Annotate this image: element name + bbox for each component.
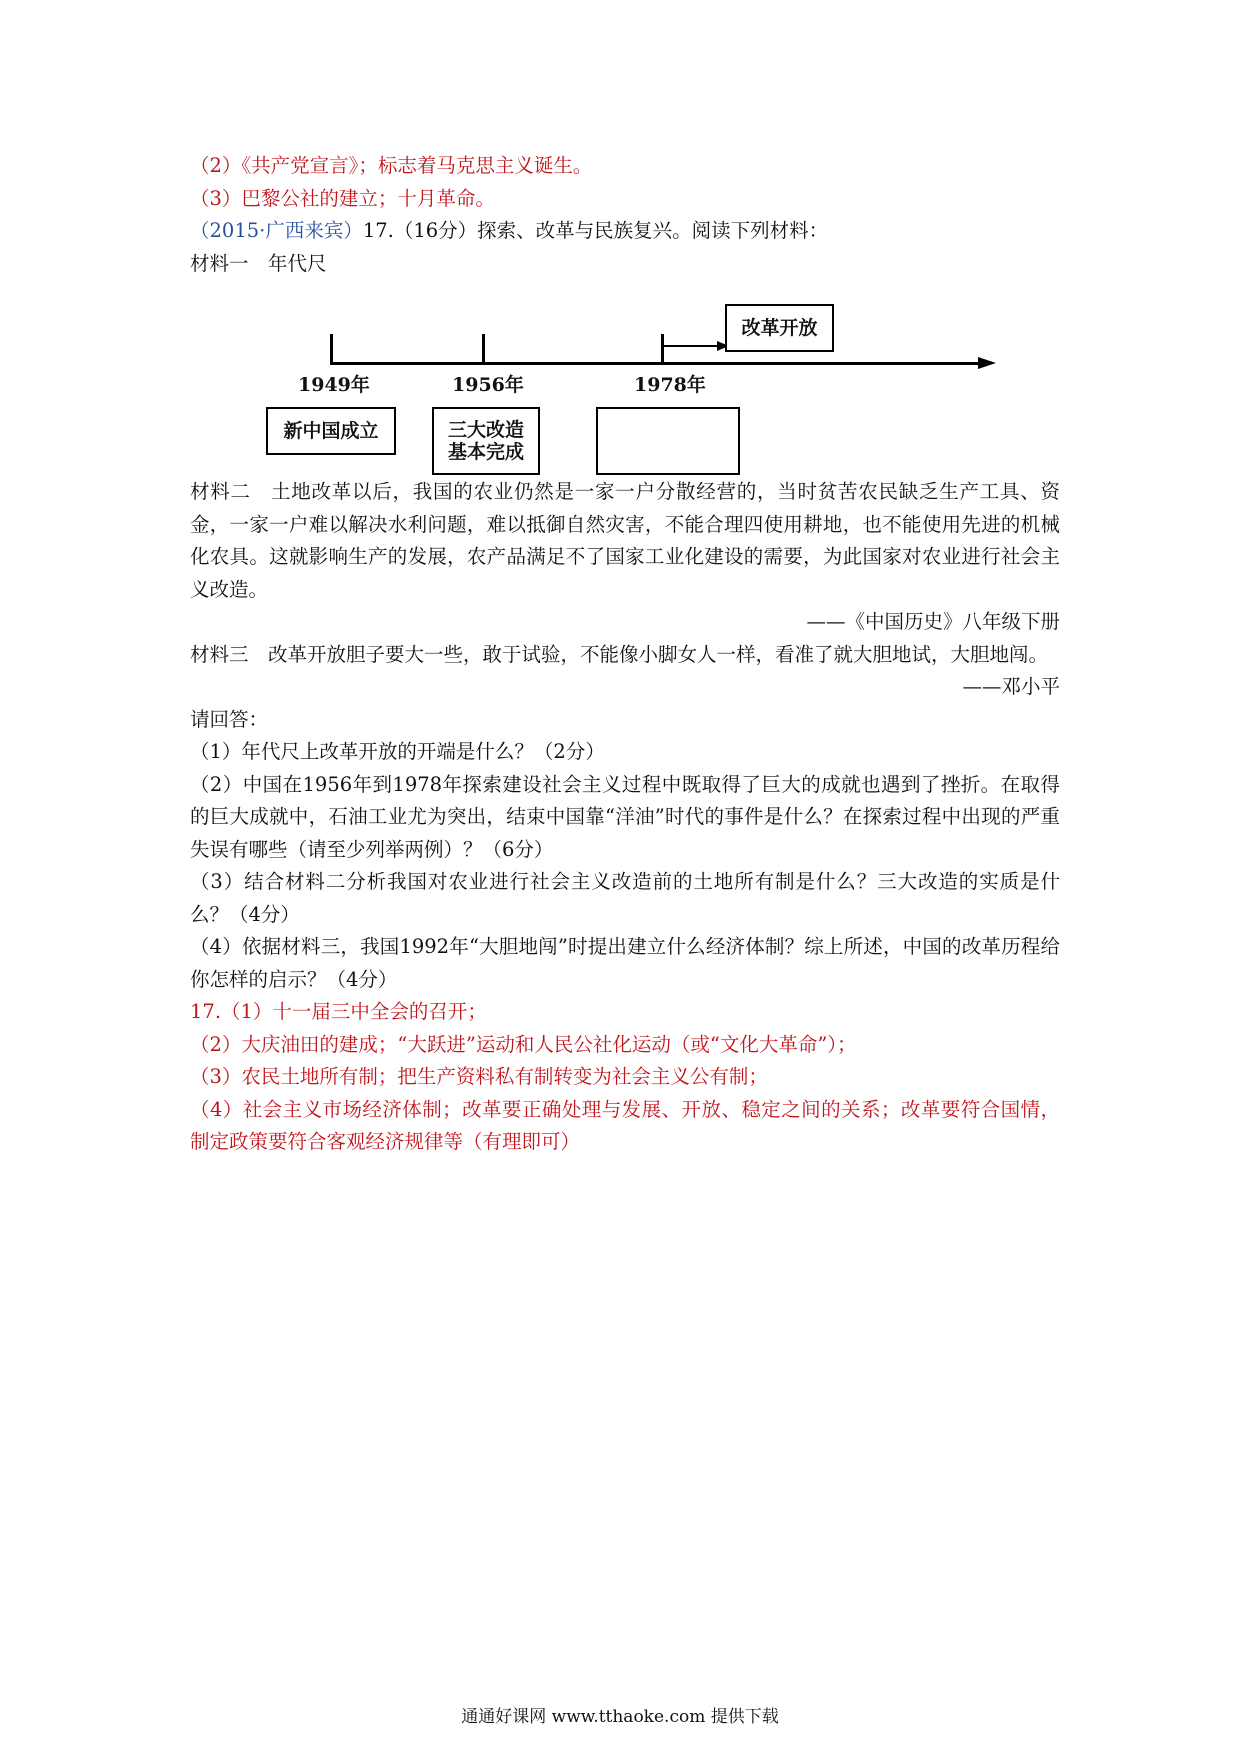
box-1956-line2: 基本完成 — [447, 441, 524, 463]
timeline-tick-1949 — [330, 334, 333, 364]
document-body — [190, 150, 1060, 1159]
timeline-tick-1956 — [482, 334, 485, 364]
box-1978-blank — [596, 407, 740, 475]
material1-label: 材料一 年代尺 — [190, 251, 327, 275]
year-1978: 1978年 — [634, 374, 706, 396]
reform-box: 改革开放 — [725, 304, 834, 352]
answer-4: （4）社会主义市场经济体制；改革要正确处理与发展、开放、稳定之间的关系；改革要符合国情，制定政策要符合客观经济规律等（有理即可） — [190, 1097, 1060, 1153]
question-title: 17.（16分）探索、改革与民族复兴。阅读下列材料： — [362, 219, 829, 242]
year-1956: 1956年 — [452, 374, 524, 396]
box-1949: 新中国成立 — [266, 407, 396, 455]
box-1956-line1: 三大改造 — [447, 419, 524, 441]
question-header — [190, 215, 1060, 248]
timeline-tick-1978 — [661, 334, 664, 364]
material3-source: ——邓小平 — [962, 675, 1060, 698]
prev-answer-2: （2）《共产党宣言》；标志着马克思主义诞生。 — [190, 154, 593, 177]
material3: 材料三 改革开放胆子要大一些，敢于试验，不能像小脚女人一样，看准了就大胆地试，大胆地闯。 — [190, 642, 1049, 666]
timeline-diagram — [190, 282, 1060, 472]
material2-source: ——《中国历史》八年级下册 — [806, 610, 1060, 633]
answer-1: 17.（1）十一届三中全会的召开； — [190, 1000, 487, 1023]
prompt: 请回答： — [190, 707, 269, 731]
reform-pointer-line — [661, 345, 721, 347]
question-2: （2）中国在1956年到1978年探索建设社会主义过程中既取得了巨大的成就也遇到了挫折。在取得的巨大成就中，石油工业尤为突出，结束中国靠“洋油”时代的事件是什么？在探索过程中出现的严重失误有哪些（请至少列举两例）？（6分） — [190, 772, 1060, 861]
year-1949: 1949年 — [298, 374, 370, 396]
answer-3: （3）农民土地所有制；把生产资料私有制转变为社会主义公有制； — [190, 1065, 768, 1088]
question-source: （2015·广西来宾） — [190, 219, 363, 242]
box-1956 — [432, 407, 540, 475]
page-footer: 通通好课网 www.tthaoke.com 提供下载 — [461, 1707, 779, 1727]
question-1: （1）年代尺上改革开放的开端是什么？（2分） — [190, 740, 605, 763]
timeline-arrow-icon — [978, 357, 996, 369]
prev-answer-3: （3）巴黎公社的建立；十月革命。 — [190, 186, 495, 210]
question-4: （4）依据材料三，我国1992年“大胆地闯”时提出建立什么经济体制？综上所述，中国的改革历程给你怎样的启示？（4分） — [190, 935, 1060, 991]
material2: 材料二 土地改革以后，我国的农业仍然是一家一户分散经营的，当时贫苦农民缺乏生产工具、资金，一家一户难以解决水利问题，难以抵御自然灾害，不能合理四使用耕地，也不能使用先进的机械化农具。这就影响生产的发展，农产品满足不了国家工业化建设的需要，为此国家对农业进行社会主义改造。 — [190, 480, 1060, 601]
answer-2: （2）大庆油田的建成；“大跃进”运动和人民公社化运动（或“文化大革命”）； — [190, 1032, 857, 1056]
timeline-axis — [330, 362, 980, 365]
question-3: （3）结合材料二分析我国对农业进行社会主义改造前的土地所有制是什么？三大改造的实质是什么？（4分） — [190, 870, 1060, 926]
